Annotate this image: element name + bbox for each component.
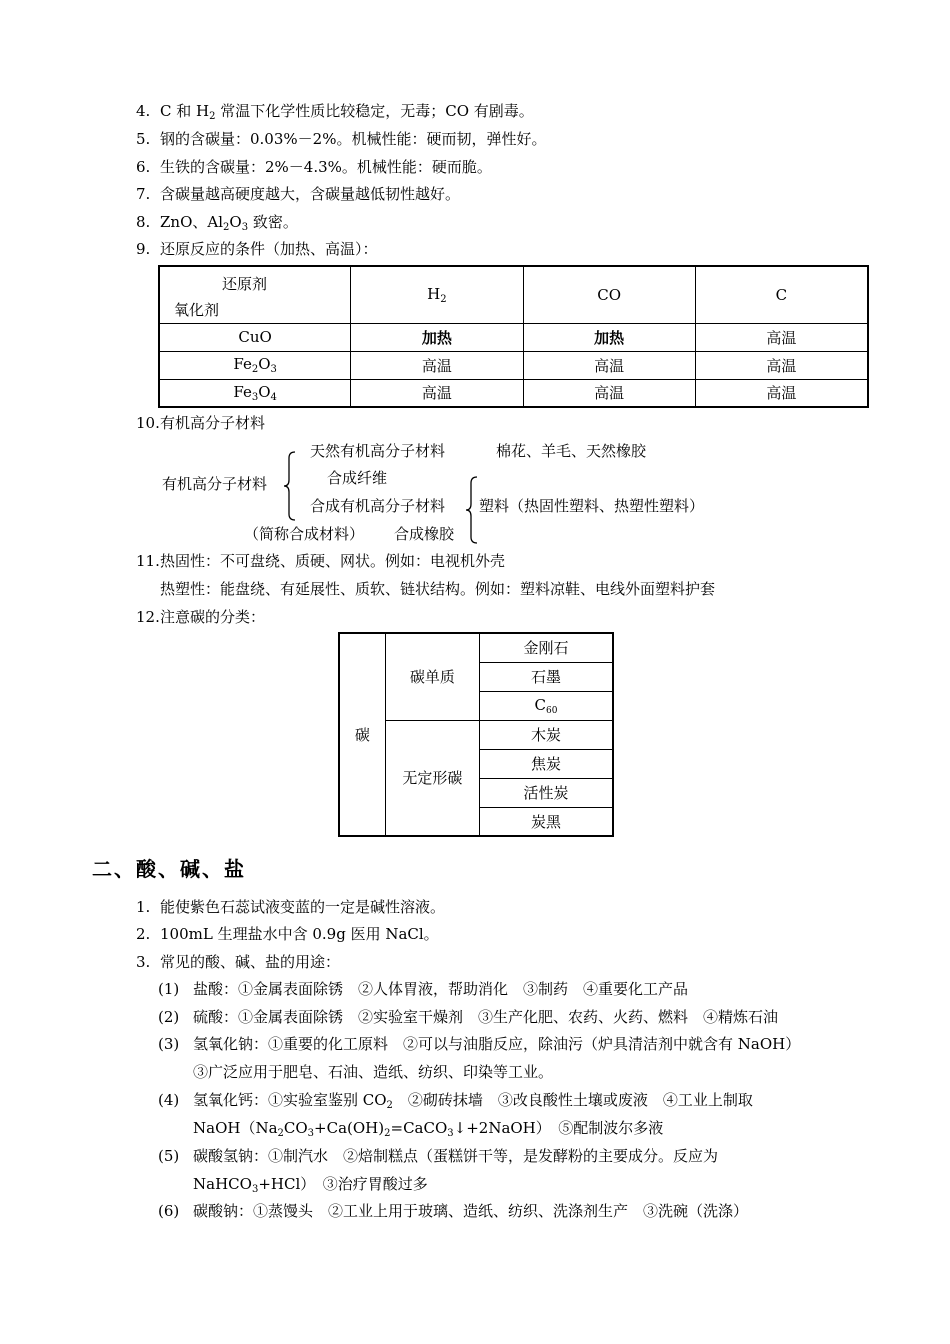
carbon-root-cell: 碳 — [339, 633, 385, 836]
sub-list-item: (3) 氢氧化钠：①重要的化工原料 ②可以与油脂反应，除油污（炉具清洁剂中就含有 NaOH） — [158, 1035, 801, 1053]
condition-cell: 加热 — [523, 323, 695, 351]
condition-cell: 高温 — [695, 323, 868, 351]
list-item: 4. C 和 $H_2$ 常温下化学性质比较稳定，无毒；CO 有剧毒。 — [136, 102, 534, 122]
carbon-item-cell: 石墨 — [479, 662, 613, 691]
left-brace-icon — [465, 475, 479, 545]
natural-polymer-examples: 棉花、羊毛、天然橡胶 — [496, 442, 647, 460]
table-row — [159, 379, 868, 407]
list-item: 12.注意碳的分类： — [136, 608, 266, 626]
condition-cell: 高温 — [351, 351, 523, 379]
tree-root: 有机高分子材料 — [162, 475, 268, 493]
carbon-item-cell: 金刚石 — [479, 633, 613, 662]
list-item: 9. 还原反应的条件（加热、高温）： — [136, 240, 378, 258]
sub-list-item: (2) 硫酸：①金属表面除锈 ②实验室干燥剂 ③生产化肥、农药、火药、燃料 ④精炼石油 — [158, 1008, 779, 1026]
table-corner-cell: 还原剂 氧化剂 — [159, 266, 351, 323]
list-item: 11.热固性：不可盘绕、质硬、网状。例如：电视机外壳 — [136, 552, 506, 570]
natural-polymer: 天然有机高分子材料 — [310, 442, 446, 460]
condition-cell: 高温 — [351, 379, 523, 407]
carbon-item-cell: 炭黑 — [479, 807, 613, 836]
carbon-classification-table — [338, 632, 614, 837]
synthetic-fiber: 合成纤维 — [327, 469, 388, 487]
oxide-cell: $Fe_3O_4$ — [159, 379, 351, 407]
left-brace-icon — [283, 450, 297, 522]
carbon-item-cell: 木炭 — [479, 720, 613, 749]
synthetic-polymer: 合成有机高分子材料 — [310, 497, 446, 515]
oxide-cell: $Fe_2O_3$ — [159, 351, 351, 379]
reduction-conditions-table — [158, 265, 869, 408]
list-item: 10.有机高分子材料 — [136, 414, 266, 432]
list-item: 1. 能使紫色石蕊试液变蓝的一定是碱性溶液。 — [136, 898, 446, 916]
sub-list-item: (4) 氢氧化钙：①实验室鉴别 $CO_2$ ②砌砖抹墙 ③改良酸性土壤或废液 ④工业上制取 — [158, 1091, 753, 1111]
table-row — [339, 633, 613, 662]
sub-list-item-continuation: $NaOH(Na_2CO_3+Ca(OH)_2=CaCO_3↓+2NaOH)$ ⑤配制波尔多液 — [193, 1119, 664, 1139]
tree-root-note: （简称合成材料） — [244, 525, 365, 543]
synthetic-rubber: 合成橡胶 — [394, 525, 455, 543]
plastic-types: 塑料（热固性塑料、热塑性塑料） — [479, 497, 705, 515]
sub-list-item-continuation: NaHCO$_3$+HCl） ③治疗胃酸过多 — [193, 1175, 428, 1195]
list-item-continuation: 热塑性：能盘绕、有延展性、质软、链状结构。例如：塑料凉鞋、电线外面塑料护套 — [160, 580, 716, 598]
sub-list-item: (5) 碳酸氢钠：①制汽水 ②焙制糕点（蛋糕饼干等，是发酵粉的主要成分。反应为 — [158, 1147, 719, 1165]
table-row — [159, 323, 868, 351]
carbon-item-cell: 活性炭 — [479, 778, 613, 807]
condition-cell: 高温 — [695, 351, 868, 379]
condition-cell: 高温 — [695, 379, 868, 407]
condition-cell: 高温 — [523, 379, 695, 407]
header-c: C — [695, 266, 868, 323]
oxide-cell: CuO — [159, 323, 351, 351]
list-item: 3. 常见的酸、碱、盐的用途： — [136, 953, 341, 971]
condition-cell: 高温 — [523, 351, 695, 379]
header-h2: $H_2$ — [351, 266, 523, 323]
section-heading: 二、酸、碱、盐 — [92, 857, 246, 881]
list-item: 8. ZnO、$Al_2O_3$ 致密。 — [136, 213, 298, 233]
table-row — [159, 266, 868, 323]
table-row — [159, 351, 868, 379]
sub-list-item: (6) 碳酸钠：①蒸馒头 ②工业上用于玻璃、造纸、纺织、洗涤剂生产 ③洗碗（洗涤） — [158, 1202, 749, 1220]
condition-cell: 加热 — [351, 323, 523, 351]
list-item: 6. 生铁的含碳量：2%－4.3%。机械性能：硬而脆。 — [136, 158, 492, 176]
carbon-item-cell: $C_{60}$ — [479, 691, 613, 720]
sub-list-item-continuation: ③广泛应用于肥皂、石油、造纸、纺织、印染等工业。 — [193, 1063, 554, 1081]
carbon-group-cell: 无定形碳 — [385, 720, 479, 836]
header-co: CO — [523, 266, 695, 323]
list-item: 7. 含碳量越高硬度越大，含碳量越低韧性越好。 — [136, 185, 461, 203]
sub-list-item: (1) 盐酸：①金属表面除锈 ②人体胃液，帮助消化 ③制药 ④重要化工产品 — [158, 980, 689, 998]
list-item: 2. 100mL 生理盐水中含 0.9g 医用 NaCl。 — [136, 925, 439, 943]
carbon-item-cell: 焦炭 — [479, 749, 613, 778]
carbon-group-cell: 碳单质 — [385, 633, 479, 720]
list-item: 5. 钢的含碳量：0.03%－2%。机械性能：硬而韧，弹性好。 — [136, 130, 547, 148]
